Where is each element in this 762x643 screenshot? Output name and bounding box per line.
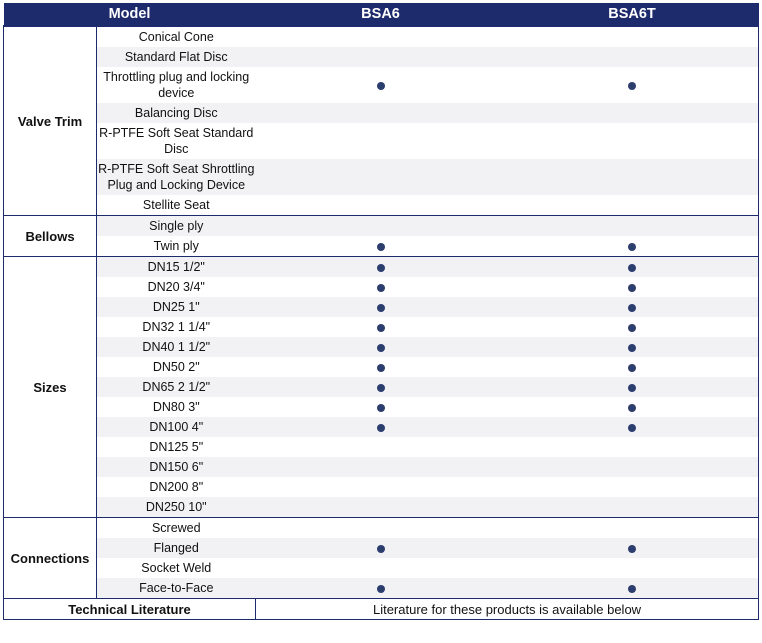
bsa6-cell (256, 103, 506, 123)
availability-dot-icon (377, 284, 385, 292)
availability-dot-icon (377, 344, 385, 352)
bsa6t-cell (506, 47, 759, 67)
header-row (4, 3, 759, 26)
group-label: Valve Trim (4, 26, 97, 216)
row-label: Conical Cone (97, 26, 256, 47)
bsa6-cell (256, 47, 506, 67)
bsa6t-cell (506, 195, 759, 216)
bsa6-cell (256, 277, 506, 297)
bsa6t-cell (506, 558, 759, 578)
table-row (4, 497, 759, 518)
spec-body (4, 26, 759, 599)
bsa6t-cell (506, 26, 759, 47)
bsa6-cell (256, 67, 506, 103)
availability-dot-icon (628, 264, 636, 272)
bsa6t-cell (506, 477, 759, 497)
bsa6t-cell (506, 103, 759, 123)
availability-dot-icon (377, 404, 385, 412)
bsa6-cell (256, 417, 506, 437)
bsa6t-cell (506, 337, 759, 357)
group-label: Bellows (4, 216, 97, 257)
table-row (4, 538, 759, 558)
bsa6t-cell (506, 497, 759, 518)
row-label: R-PTFE Soft Seat Standard Disc (97, 123, 256, 159)
table-row (4, 236, 759, 257)
table-row (4, 578, 759, 599)
table-row (4, 216, 759, 237)
row-label: Balancing Disc (97, 103, 256, 123)
row-label: DN65 2 1/2" (97, 377, 256, 397)
table-row (4, 417, 759, 437)
bsa6t-cell (506, 457, 759, 477)
table-row (4, 195, 759, 216)
row-label: Flanged (97, 538, 256, 558)
bsa6t-cell (506, 437, 759, 457)
table-row (4, 47, 759, 67)
availability-dot-icon (628, 243, 636, 251)
availability-dot-icon (628, 424, 636, 432)
availability-dot-icon (628, 404, 636, 412)
bsa6t-cell (506, 123, 759, 159)
availability-dot-icon (628, 585, 636, 593)
bsa6t-cell (506, 67, 759, 103)
availability-dot-icon (628, 304, 636, 312)
bsa6-cell (256, 337, 506, 357)
row-label: DN15 1/2" (97, 257, 256, 278)
bsa6-cell (256, 558, 506, 578)
table-row (4, 437, 759, 457)
bsa6t-cell (506, 257, 759, 278)
table-row (4, 518, 759, 539)
row-label: Screwed (97, 518, 256, 539)
bsa6-cell (256, 578, 506, 599)
group-label: Sizes (4, 257, 97, 518)
bsa6t-cell (506, 297, 759, 317)
bsa6-cell (256, 26, 506, 47)
table-row (4, 159, 759, 195)
availability-dot-icon (628, 384, 636, 392)
table-row (4, 257, 759, 278)
header-bsa6t: BSA6T (506, 3, 759, 26)
bsa6-cell (256, 123, 506, 159)
bsa6-cell (256, 497, 506, 518)
row-label: Twin ply (97, 236, 256, 257)
row-label: DN80 3" (97, 397, 256, 417)
bsa6-cell (256, 538, 506, 558)
table-row (4, 377, 759, 397)
bsa6-cell (256, 317, 506, 337)
row-label: Stellite Seat (97, 195, 256, 216)
row-label: R-PTFE Soft Seat Shrottling Plug and Locking Device (97, 159, 256, 195)
availability-dot-icon (377, 82, 385, 90)
bsa6-cell (256, 377, 506, 397)
bsa6-cell (256, 397, 506, 417)
availability-dot-icon (628, 344, 636, 352)
row-label: DN200 8" (97, 477, 256, 497)
bsa6t-cell (506, 216, 759, 237)
table-row (4, 397, 759, 417)
header-bsa6: BSA6 (256, 3, 506, 26)
bsa6-cell (256, 437, 506, 457)
availability-dot-icon (628, 364, 636, 372)
footer-text: Literature for these products is available below (256, 599, 759, 620)
footer-label: Technical Literature (4, 599, 256, 620)
availability-dot-icon (377, 304, 385, 312)
table-row (4, 103, 759, 123)
group-label: Connections (4, 518, 97, 599)
availability-dot-icon (377, 585, 385, 593)
availability-dot-icon (377, 384, 385, 392)
bsa6-cell (256, 216, 506, 237)
bsa6-cell (256, 518, 506, 539)
availability-dot-icon (377, 364, 385, 372)
table-row (4, 123, 759, 159)
bsa6t-cell (506, 277, 759, 297)
bsa6t-cell (506, 236, 759, 257)
table-row (4, 337, 759, 357)
row-label: Standard Flat Disc (97, 47, 256, 67)
bsa6t-cell (506, 317, 759, 337)
bsa6-cell (256, 477, 506, 497)
availability-dot-icon (377, 243, 385, 251)
table-row (4, 357, 759, 377)
bsa6t-cell (506, 538, 759, 558)
bsa6t-cell (506, 417, 759, 437)
bsa6t-cell (506, 397, 759, 417)
bsa6t-cell (506, 578, 759, 599)
bsa6-cell (256, 236, 506, 257)
row-label: DN125 5" (97, 437, 256, 457)
bsa6-cell (256, 159, 506, 195)
row-label: DN250 10" (97, 497, 256, 518)
row-label: Face-to-Face (97, 578, 256, 599)
bsa6t-cell (506, 518, 759, 539)
row-label: DN40 1 1/2" (97, 337, 256, 357)
table-row (4, 477, 759, 497)
table-row (4, 297, 759, 317)
row-label: DN150 6" (97, 457, 256, 477)
bsa6-cell (256, 357, 506, 377)
row-label: DN32 1 1/4" (97, 317, 256, 337)
spec-table (3, 3, 759, 620)
row-label: Single ply (97, 216, 256, 237)
table-row (4, 457, 759, 477)
availability-dot-icon (628, 284, 636, 292)
table-row (4, 317, 759, 337)
bsa6-cell (256, 297, 506, 317)
bsa6-cell (256, 195, 506, 216)
table-row (4, 67, 759, 103)
table-row (4, 558, 759, 578)
availability-dot-icon (628, 545, 636, 553)
row-label: DN25 1" (97, 297, 256, 317)
availability-dot-icon (377, 424, 385, 432)
row-label: DN100 4" (97, 417, 256, 437)
availability-dot-icon (377, 324, 385, 332)
availability-dot-icon (628, 82, 636, 90)
availability-dot-icon (377, 264, 385, 272)
row-label: Throttling plug and locking device (97, 67, 256, 103)
table-row (4, 277, 759, 297)
bsa6t-cell (506, 159, 759, 195)
bsa6-cell (256, 457, 506, 477)
row-label: DN50 2" (97, 357, 256, 377)
bsa6t-cell (506, 357, 759, 377)
table-row (4, 26, 759, 47)
availability-dot-icon (377, 545, 385, 553)
row-label: Socket Weld (97, 558, 256, 578)
row-label: DN20 3/4" (97, 277, 256, 297)
bsa6-cell (256, 257, 506, 278)
footer-row (4, 599, 759, 620)
availability-dot-icon (628, 324, 636, 332)
header-model: Model (4, 3, 256, 26)
bsa6t-cell (506, 377, 759, 397)
